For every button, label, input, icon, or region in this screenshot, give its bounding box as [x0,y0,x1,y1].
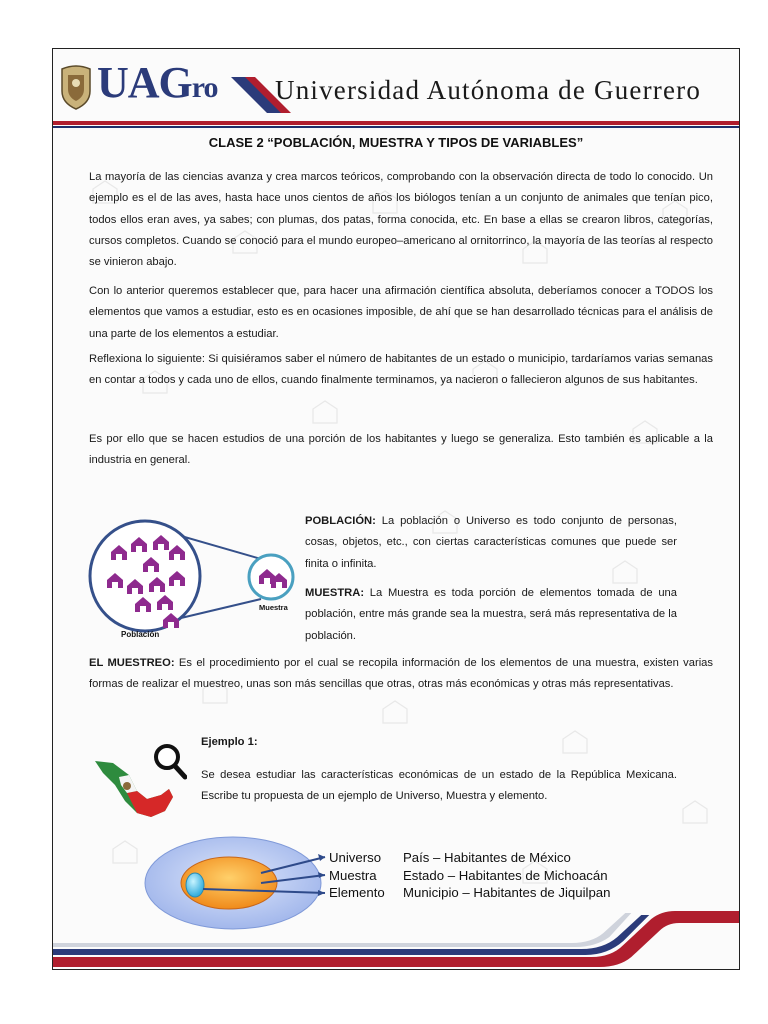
page-header [53,49,739,129]
desc-elemento: Municipio – Habitantes de Jiquilpan [403,885,611,900]
universe-descriptions [403,849,610,902]
desc-muestra: Estado – Habitantes de Michoacán [403,867,608,883]
paragraph-3: Reflexiona lo siguiente: Si quisiéramos saber el número de habitantes de un estado o municipio, tardaríamos varias semanas en contar a todos y cada uno de ellos, cuando finalmente terminamos, ya nacieron o fallecieron algunos de sus habitantes. [89,353,713,387]
muestra-caption: Muestra [259,603,288,612]
header-rule-secondary [53,126,739,128]
label-muestra: Muestra [329,867,377,883]
paragraph-1: La mayoría de las ciencias avanza y crea marcos teóricos, comprobando con la observación directa de todo lo conocido. Un ejemplo es el de las aves, hasta hace unos cientos de años los biólogos tenían a un conjunto de animales que tenían pico, todos ellos eran aves, ya sabes; con plumas, dos patas, forma conocida, etc. En base a ellas se crearon libros, categorías, cursos completos. Cuando se conoció para el mundo europeo–americano al ornitorrinco, la mayoría de las teorías al respecto se vinieron abajo. [89,171,713,269]
definition-muestra: MUESTRA: La Muestra es toda porción de elementos tomada de una población, entre más grande sea la muestra, será más representativa de la población. [305,587,677,642]
poblacion-caption: Población [121,630,160,639]
university-crest-icon [59,63,93,111]
uagro-logo: UAGro [97,58,218,107]
definition-muestreo: EL MUESTREO: Es el procedimiento por el cual se recopila información de los elementos de una muestra, existen varias formas de realizar el muestreo, unas son más sencillas que otras, otras más económicas y otras más representativas. [89,657,713,691]
example-text: Se desea estudiar las características económicas de un estado de la República Mexicana. Escribe tu propuesta de un ejemplo de Universo, Muestra y elemento. [201,769,677,803]
university-name: Universidad Autónoma de Guerrero [275,75,702,105]
example-label: Ejemplo 1: [201,736,258,748]
universe-labels [329,849,385,902]
paragraph-4: Es por ello que se hacen estudios de una porción de los habitantes y luego se generaliza. Esto también es aplicable a la industria en general. [89,433,713,467]
header-rule [53,121,739,125]
definition-poblacion: POBLACIÓN: La población o Universo es todo conjunto de personas, cosas, objetos, etc., con ciertas características comunes que puede ser finita o infinita. [305,515,677,570]
desc-universo: País – Habitantes de México [403,850,571,865]
footer-decoration [53,909,739,969]
paragraph-2: Con lo anterior queremos establecer que, para hacer una afirmación científica absoluta, deberíamos conocer a TODOS los elementos que vamos a estudiar, esto es en ocasiones imposible, de ahí que se han desarrollado técnicas para el análisis de una parte de los elementos a estudiar. [89,285,713,340]
label-universo: Universo [329,850,382,865]
mexico-map-magnifier-icon [91,739,187,829]
page-title: CLASE 2 “POBLACIÓN, MUESTRA Y TIPOS DE VARIABLES” [208,135,584,150]
document-page [52,48,740,970]
population-sample-diagram [83,515,303,639]
label-elemento: Elemento [329,885,385,900]
